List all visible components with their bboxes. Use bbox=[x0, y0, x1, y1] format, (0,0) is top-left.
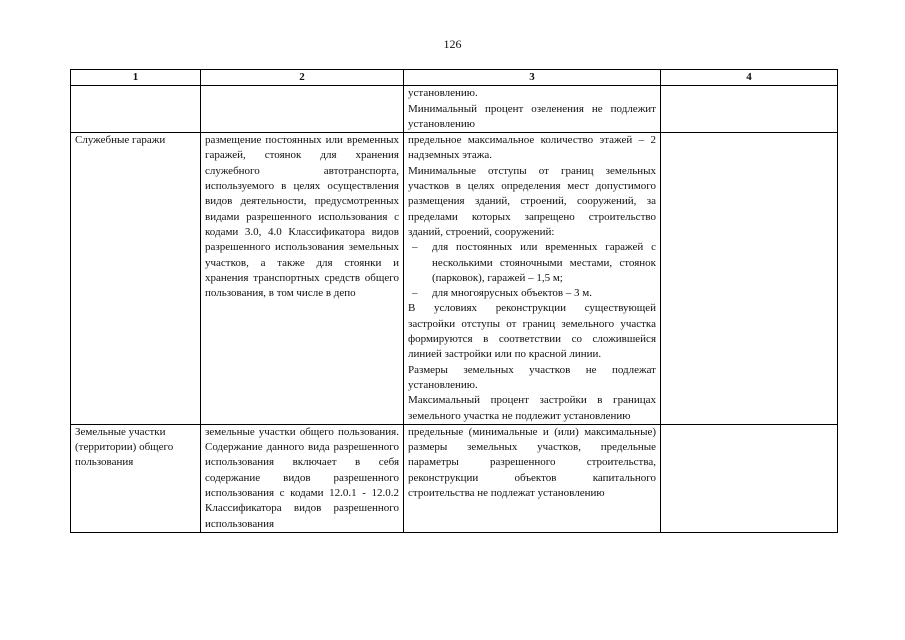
parameters-paragraph: Максимальный процент застройки в границах земельного участка не подлежит установлению bbox=[408, 394, 656, 422]
parameters-paragraph: Минимальный процент озеленения не подлежит установлению bbox=[408, 102, 656, 130]
table-row bbox=[71, 86, 838, 133]
header-col-2: 2 bbox=[201, 70, 404, 86]
bullet-text: для постоянных или временных гаражей с несколькими стояночными местами, стоянок (парковок), гаражей – 1,5 м; bbox=[432, 241, 656, 284]
dash-marker: – bbox=[412, 287, 418, 300]
header-col-1: 1 bbox=[71, 70, 201, 86]
header-col-4: 4 bbox=[661, 70, 838, 86]
use-type-cell: Служебные гаражи bbox=[71, 133, 201, 425]
use-type-cell bbox=[71, 86, 201, 133]
parameters-paragraph: В условиях реконструкции существующей застройки отступы от границ земельного участка формируются в соответствии со сложившейся линией застройки или по красной линии. bbox=[408, 302, 656, 361]
header-col-3: 3 bbox=[404, 70, 661, 86]
description-cell bbox=[201, 86, 404, 133]
page-number: 126 bbox=[443, 37, 462, 51]
regulations-table bbox=[70, 69, 838, 533]
dash-marker: – bbox=[412, 241, 418, 254]
parameters-cell: предельные (минимальные и (или) максимальные) размеры земельных участков, предельные параметры разрешенного строительства, реконструкции объектов капитального строительства не подлежат установлению bbox=[404, 424, 661, 532]
notes-cell bbox=[661, 86, 838, 133]
parameters-paragraph: предельное максимальное количество этажей – 2 надземных этажа. bbox=[408, 134, 656, 162]
use-type-cell: Земельные участки (территории) общего пользования bbox=[71, 424, 201, 532]
bullet-item bbox=[408, 240, 656, 286]
description-cell: размещение постоянных или временных гаражей, стоянок для хранения служебного автотранспорта, используемого в целях осуществления видов деятельности, предусмотренных видами разрешенного использования с кодами 3.0, 4.0 Классификатора видов разрешенного использования земельных участков, а также для стоянки и хранения транспортных средств общего пользования, в том числе в депо bbox=[201, 133, 404, 425]
bullet-item bbox=[408, 286, 656, 301]
parameters-paragraph: Размеры земельных участков не подлежат установлению. bbox=[408, 363, 656, 391]
notes-cell bbox=[661, 424, 838, 532]
header-row bbox=[71, 70, 838, 86]
table-row bbox=[71, 133, 838, 425]
notes-cell bbox=[661, 133, 838, 425]
parameters-cell bbox=[404, 86, 661, 133]
parameters-paragraph: установлению. bbox=[408, 87, 478, 100]
table-row bbox=[71, 424, 838, 532]
parameters-cell bbox=[404, 133, 661, 425]
parameters-paragraph: Минимальные отступы от границ земельных участков в целях определения мест допустимого размещения зданий, строений, сооружений, за пределами которых запрещено строительство зданий, строений, сооружений: bbox=[408, 164, 656, 238]
bullet-text: для многоярусных объектов – 3 м. bbox=[432, 287, 593, 300]
description-cell: земельные участки общего пользования. Содержание данного вида разрешенного использования включает в себя содержание видов разрешенного использования с кодами 12.0.1 - 12.0.2 Классификатора видов разрешенного использования bbox=[201, 424, 404, 532]
